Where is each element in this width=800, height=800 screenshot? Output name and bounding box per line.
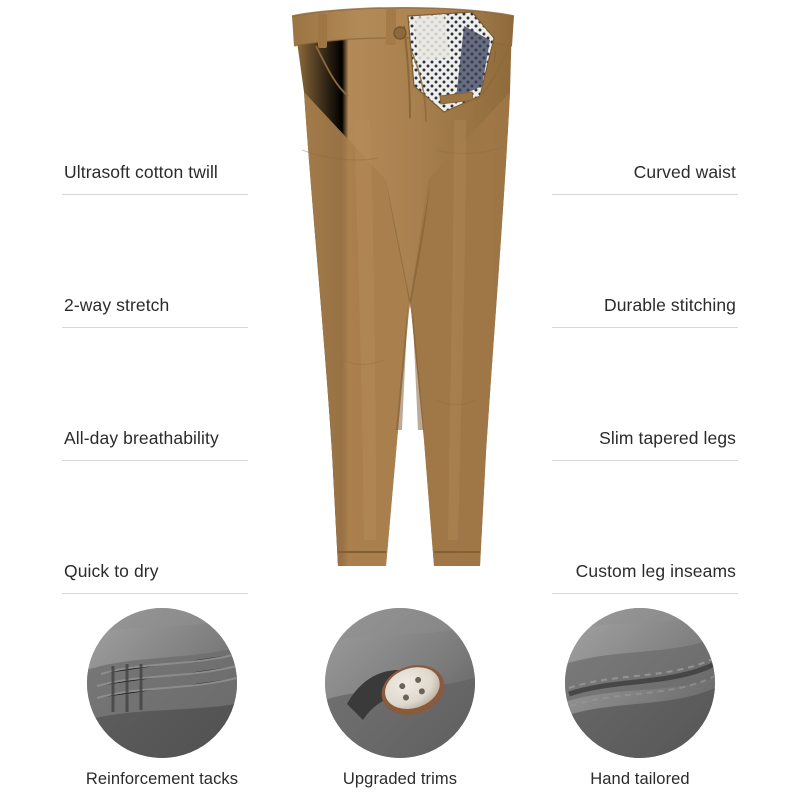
reinforcement-tacks-image: [87, 608, 237, 758]
detail-caption: Hand tailored: [590, 770, 690, 788]
feature-divider: [552, 593, 738, 594]
feature-list-right: [512, 62, 752, 594]
feature-item: [48, 328, 288, 461]
feature-label: Custom leg inseams: [575, 561, 736, 581]
product-image-chino-pants: [258, 0, 548, 600]
feature-item: [48, 461, 288, 594]
feature-label: All-day breathability: [64, 428, 219, 448]
detail-callout: [52, 608, 272, 789]
detail-callout-row: [0, 608, 800, 800]
detail-caption: Upgraded trims: [342, 770, 458, 788]
detail-caption: Reinforcement tacks: [85, 770, 239, 788]
feature-item: [512, 62, 752, 195]
feature-divider: [62, 593, 248, 594]
feature-item: [512, 195, 752, 328]
upgraded-trims-image: [325, 608, 475, 758]
feature-label: Ultrasoft cotton twill: [64, 162, 218, 182]
detail-callout: [290, 608, 510, 789]
feature-item: [48, 62, 288, 195]
feature-label: Slim tapered legs: [599, 428, 736, 448]
feature-label: Durable stitching: [603, 295, 736, 315]
feature-item: [48, 195, 288, 328]
feature-item: [512, 328, 752, 461]
feature-list-left: [48, 62, 288, 594]
feature-label: Quick to dry: [64, 561, 159, 581]
hand-tailored-image: [565, 608, 715, 758]
feature-item: [512, 461, 752, 594]
feature-label: Curved waist: [633, 162, 736, 182]
detail-callout: [530, 608, 750, 789]
feature-label: 2-way stretch: [64, 295, 170, 315]
